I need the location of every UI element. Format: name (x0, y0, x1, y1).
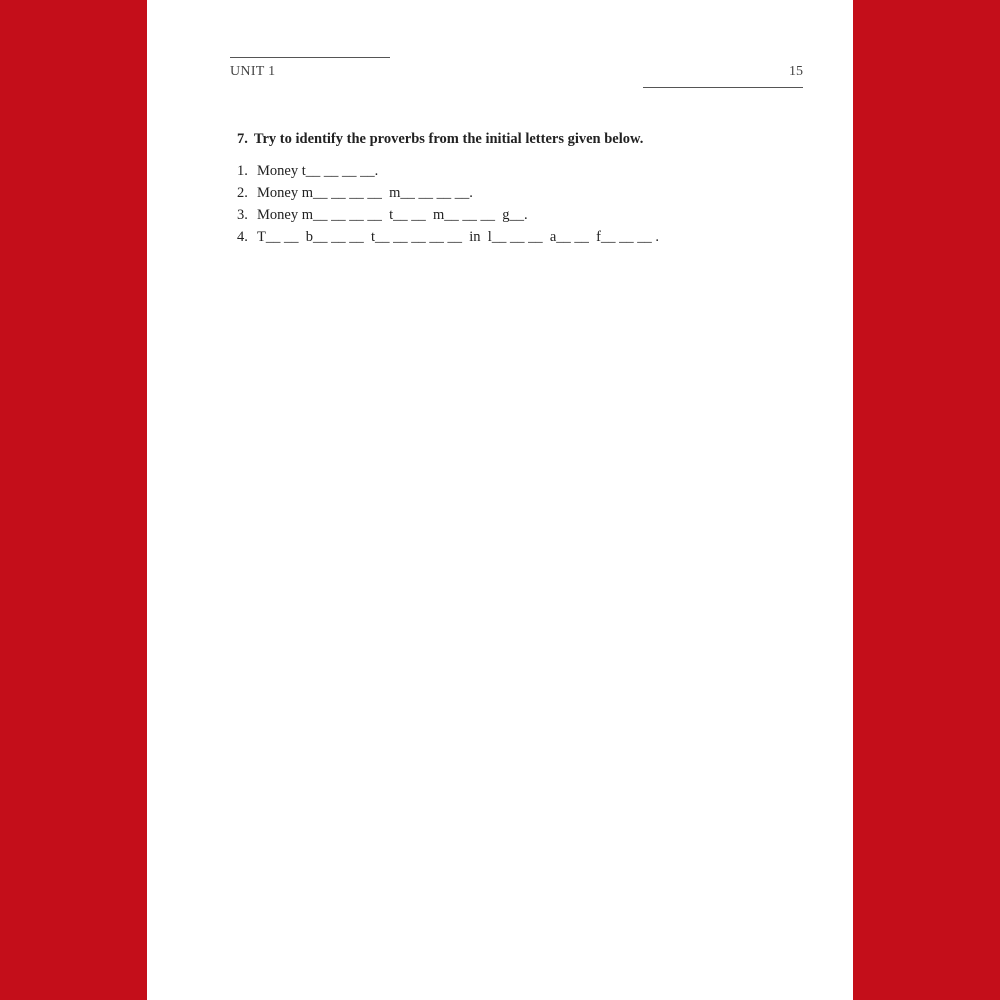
list-item (237, 182, 797, 204)
proverb-list (237, 160, 797, 248)
list-item (237, 160, 797, 182)
item-number: 4. (237, 229, 248, 245)
list-item (237, 226, 797, 248)
item-text: Money m__ __ __ __ t__ __ m__ __ __ g__. (257, 207, 528, 223)
exercise-heading (237, 131, 797, 148)
item-text: Money m__ __ __ __ m__ __ __ __. (257, 185, 473, 201)
header-rule-right (643, 87, 803, 88)
page-number: 15 (789, 64, 803, 79)
item-number: 1. (237, 163, 248, 179)
item-number: 2. (237, 185, 248, 201)
running-head: UNIT 1 (230, 64, 276, 79)
header-rule-left (230, 57, 390, 58)
list-item (237, 204, 797, 226)
item-text: Money t__ __ __ __. (257, 163, 379, 179)
exercise-instruction: Try to identify the proverbs from the initial letters given below. (253, 131, 644, 147)
item-number: 3. (237, 207, 248, 223)
exercise-number: 7. (237, 131, 248, 147)
item-text: T__ __ b__ __ __ t__ __ __ __ __ in l__ __ __ a__ __ f__ __ __ . (257, 229, 659, 245)
exercise-section (237, 131, 797, 248)
